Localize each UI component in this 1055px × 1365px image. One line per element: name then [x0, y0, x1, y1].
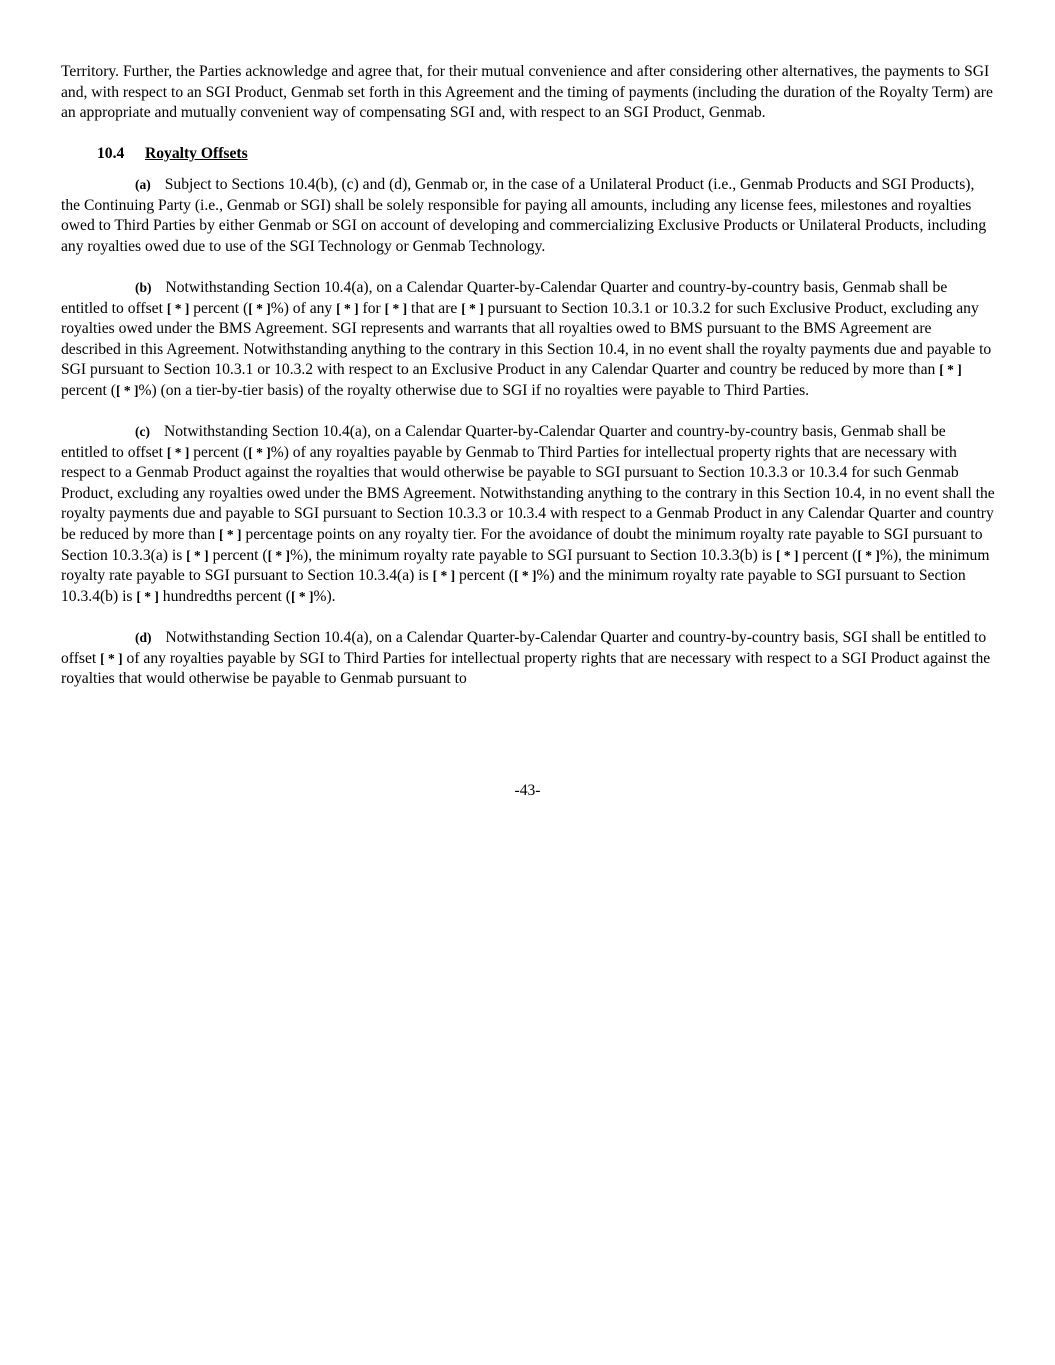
redaction-mark: [ * ]: [248, 444, 271, 460]
redaction-mark: [ * ]: [432, 568, 456, 584]
redaction-mark: [ * ]: [100, 650, 123, 666]
paragraph-b-text: pursuant to Section 10.3.1 or 10.3.2 for such Exclusive Product, excluding any royalties owed under the BMS Agreement. SGI represents and warrants that all royalties owed to BMS pursuant to the BMS Agreement are described in this Agreement. Notwithstanding anything to the contrary in this Section 10.4, in no event shall the royalty payments due and payable to SGI pursuant to Section 10.3.1 or 10.3.2 with respect to an Exclusive Product in any Calendar Quarter and country be reduced by more than: [61, 299, 992, 379]
paragraph-b-label: (b): [135, 279, 152, 295]
paragraph-b-text: %) (on a tier-by-tier basis) of the royalty otherwise due to SGI if no royalties were payable to Third Parties.: [138, 381, 810, 399]
paragraph-b-text: %) of any: [270, 299, 333, 317]
redaction-mark: [ * ]: [513, 568, 537, 584]
paragraph-c-text: percent (: [212, 546, 268, 564]
paragraph-c: [61, 422, 995, 607]
section-heading: [97, 144, 995, 165]
redaction-mark: [ * ]: [939, 362, 962, 378]
redaction-mark: [ * ]: [775, 547, 799, 563]
redaction-mark: [ * ]: [248, 300, 271, 316]
paragraph-d-text: of any royalties payable by SGI to Third Parties for intellectual property rights that are necessary with respect to a SGI Product against the royalties that would otherwise be payable to Genmab pursuant to: [61, 649, 991, 688]
redaction-mark: [ * ]: [166, 300, 190, 316]
intro-paragraph: Territory. Further, the Parties acknowledge and agree that, for their mutual convenience and after considering other alternatives, the payments to SGI and, with respect to an SGI Product, Genmab set forth in this Agreement and the timing of payments (including the duration of the Royalty Term) are an appropriate and mutually convenient way of compensating SGI and, with respect to an SGI Product, Genmab.: [61, 63, 993, 122]
paragraph-c-label: (c): [135, 424, 150, 440]
paragraph-a: [61, 175, 995, 257]
paragraph-c-text: percentage points on any royalty tier. For the avoidance of doubt the minimum royalty rate payable to SGI pursuant to Section 10.3.3(a) is: [61, 526, 983, 564]
paragraph-b-text: percent (: [193, 299, 249, 317]
section-title: Royalty Offsets: [145, 145, 248, 163]
redaction-mark: [ * ]: [290, 588, 314, 604]
paragraph-c-text: %), the minimum royalty rate payable to SGI pursuant to Section 10.3.4(a) is: [61, 546, 990, 585]
paragraph-d-text: Notwithstanding Section 10.4(a), on a Calendar Quarter-by-Calendar Quarter and country-by-country basis, SGI shall be entitled to offset: [61, 629, 987, 667]
redaction-mark: [ * ]: [219, 527, 242, 543]
page-number: -43-: [514, 782, 541, 799]
paragraph-d: [61, 628, 995, 690]
paragraph-c-text: percent (: [802, 546, 858, 564]
paragraph-a-label: (a): [135, 176, 151, 192]
redaction-mark: [ * ]: [186, 547, 209, 563]
redaction-mark: [ * ]: [267, 547, 291, 563]
paragraph-c-text: %) of any royalties payable by Genmab to Third Parties for intellectual property rights that are necessary with respect to a Genmab Product against the royalties that would otherwise be payable to SGI pursuant to Section 10.3.3 or 10.3.4 for such Genmab Product, excluding any royalties owed under the BMS Agreement. Notwithstanding anything to the contrary in this Section 10.4, in no event shall the royalty payments due and payable to SGI pursuant to Section 10.3.3 or 10.3.4 with respect to a Genmab Product in any Calendar Quarter and country be reduced by more than: [61, 443, 995, 544]
paragraph-b: [61, 278, 995, 402]
redaction-mark: [ * ]: [115, 382, 139, 398]
paragraph-c-text: hundredths percent (: [162, 587, 291, 605]
paragraph-b-text: percent (: [61, 381, 116, 399]
paragraph-a-text: Subject to Sections 10.4(b), (c) and (d), Genmab or, in the case of a Unilateral Product (i.e., Genmab Products and SGI Products), the Continuing Party (i.e., Genmab or SGI) shall be solely responsible for paying all amounts, including any license fees, milestones and royalties owed to Third Parties by either Genmab or SGI on account of developing and commercializing Exclusive Products or Unilateral Products, including any royalties owed due to use of the SGI Technology or Genmab Technology.: [61, 175, 987, 255]
redaction-mark: [ * ]: [461, 300, 484, 316]
redaction-mark: [ * ]: [384, 300, 408, 316]
paragraph-c-text: %) and the minimum royalty rate payable to SGI pursuant to Section 10.3.4(b) is: [61, 567, 966, 605]
paragraph-b-text: that are: [411, 299, 458, 317]
paragraph-c-text: %).: [313, 587, 336, 605]
paragraph-c-text: percent (: [458, 567, 514, 585]
redaction-mark: [ * ]: [336, 300, 359, 316]
paragraph-c-text: percent (: [193, 443, 249, 461]
paragraph-b-text: for: [362, 299, 381, 317]
paragraph-b-text: Notwithstanding Section 10.4(a), on a Calendar Quarter-by-Calendar Quarter and country-by-country basis, Genmab shall be entitled to offset: [61, 278, 948, 317]
paragraph-c-text: %), the minimum royalty rate payable to SGI pursuant to Section 10.3.3(b) is: [290, 546, 773, 564]
redaction-mark: [ * ]: [857, 547, 880, 563]
paragraph-d-label: (d): [135, 630, 152, 646]
redaction-mark: [ * ]: [136, 588, 159, 604]
paragraph-c-text: Notwithstanding Section 10.4(a), on a Calendar Quarter-by-Calendar Quarter and country-by-country basis, Genmab shall be entitled to offset: [61, 423, 946, 461]
section-number: 10.4: [97, 145, 125, 163]
redaction-mark: [ * ]: [166, 444, 190, 460]
